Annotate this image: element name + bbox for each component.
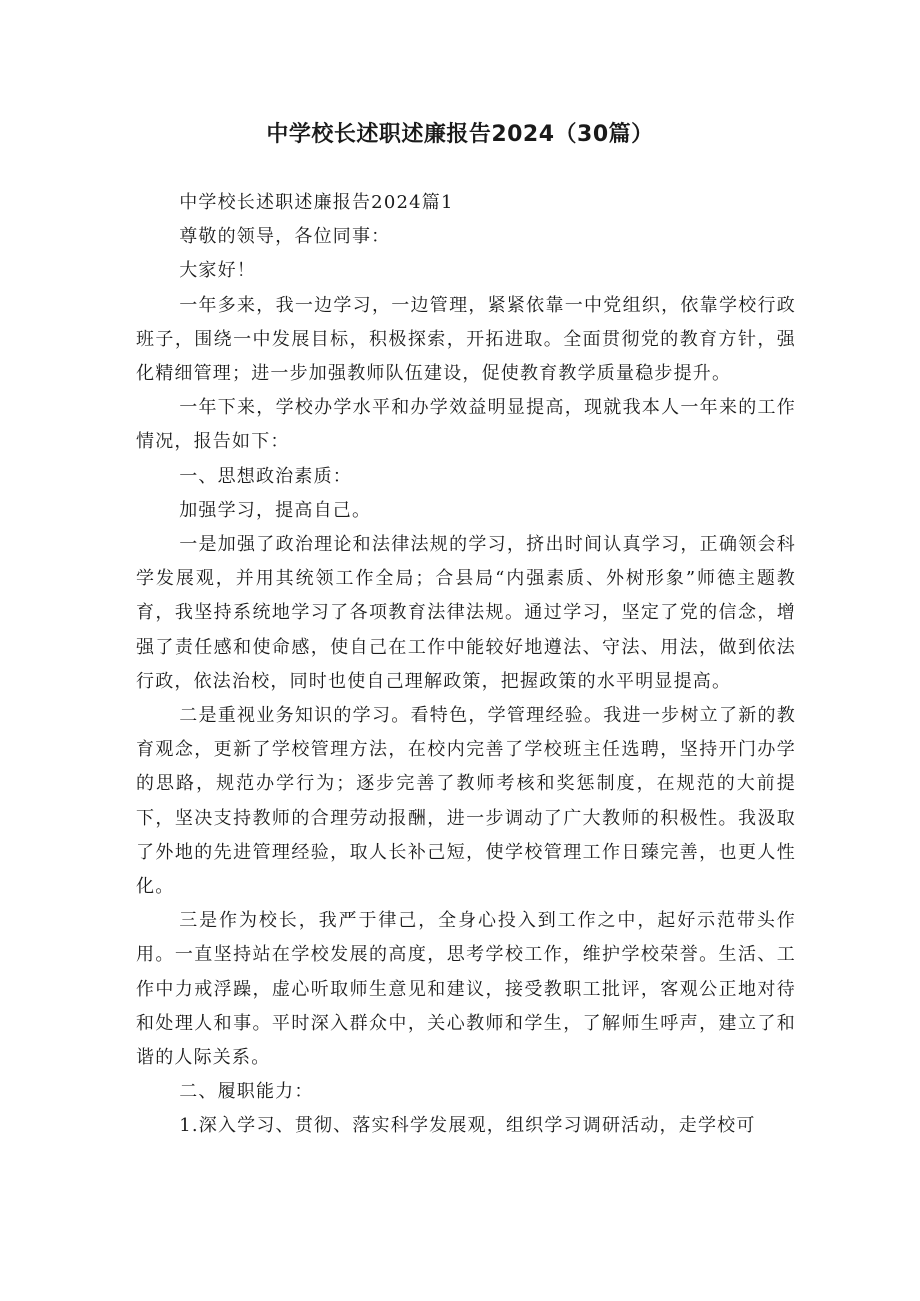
- section-heading-part1: 中学校长述职述廉报告2024篇1: [179, 192, 454, 213]
- body-paragraph: 二是重视业务知识的学习。看特色，学管理经验。我进一步树立了新的教育观念，更新了学校管理方法，在校内完善了学校班主任选聘，坚持开门办学的思路，规范办学行为；逐步完善了教师考核和奖惩制度，在规范的大前提下，坚决支持教师的合理劳动报酬，进一步调动了广大教师的积极性。我汲取了外地的先进管理经验，取人长补己短，使学校管理工作日臻完善，也更人性化。: [136, 705, 796, 898]
- body-paragraph: 加强学习，提高自己。: [179, 499, 372, 521]
- body-paragraph: 一是加强了政治理论和法律法规的学习，挤出时间认真学习，正确领会科学发展观，并用其统领工作全局；合县局“内强素质、外树形象”师德主题教育，我坚持系统地学习了各项教育法律法规。通过学习，坚定了党的信念，增强了责任感和使命感，使自己在工作中能较好地遵法、守法、用法，做到依法行政，依法治校，同时也使自己理解政策，把握政策的水平明显提高。: [136, 534, 796, 692]
- document-title: 中学校长述职述廉报告2024（30篇）: [266, 122, 654, 147]
- greeting: 大家好！: [179, 260, 256, 282]
- body-paragraph: 三是作为校长，我严于律己，全身心投入到工作之中，起好示范带头作用。一直坚持站在学校发展的高度，思考学校工作，维护学校荣誉。生活、工作中力戒浮躁，虚心听取师生意见和建议，接受教职工批评，客观公正地对待和处理人和事。平时深入群众中，关心教师和学生，了解师生呼声，建立了和谐的人际关系。: [136, 910, 796, 1069]
- body-paragraph: 一年下来，学校办学水平和办学效益明显提高，现就我本人一年来的工作情况，报告如下：: [136, 397, 796, 453]
- document-body: [136, 186, 796, 1144]
- section-heading-ability: 二、履职能力：: [179, 1081, 314, 1103]
- body-paragraph: 一年多来，我一边学习，一边管理，紧紧依靠一中党组织，依靠学校行政班子，围绕一中发展目标，积极探索，开拓进取。全面贯彻党的教育方针，强化精细管理；进一步加强教师队伍建设，促使教育教学质量稳步提升。: [136, 294, 796, 385]
- body-paragraph: 1.深入学习、贯彻、落实科学发展观，组织学习调研活动，走学校可: [179, 1115, 756, 1137]
- salutation: 尊敬的领导，各位同事：: [179, 226, 391, 248]
- section-heading-politics: 一、思想政治素质：: [179, 465, 352, 487]
